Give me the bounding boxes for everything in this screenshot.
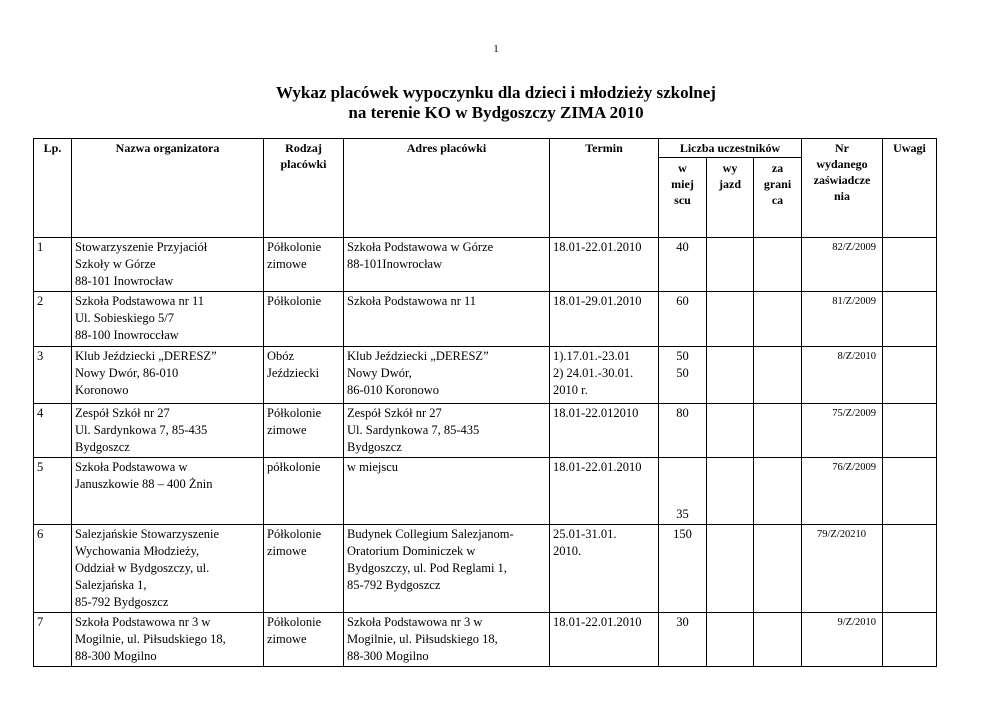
text-line: Ul. Sobieskiego 5/7 — [75, 311, 174, 325]
cell-notes — [883, 238, 937, 292]
cell-lp: 5 — [34, 458, 72, 525]
title-line-1: Wykaz placówek wypoczynku dla dzieci i młodzieży szkolnej — [276, 83, 716, 102]
cell-wyjazd — [707, 525, 754, 613]
cell-type — [264, 347, 344, 404]
cell-lp: 1 — [34, 238, 72, 292]
cell-w-miejscu — [659, 525, 707, 613]
header-type-line: Rodzaj — [285, 141, 322, 155]
cell-wyjazd — [707, 613, 754, 667]
cell-organizer — [72, 347, 264, 404]
text-line: 86-010 Koronowo — [347, 383, 440, 397]
cell-organizer — [72, 525, 264, 613]
cell-organizer — [72, 238, 264, 292]
header-type-line: placówki — [280, 157, 327, 171]
cell-type — [264, 458, 344, 525]
cell-address — [344, 292, 550, 347]
text-line: zimowe — [267, 632, 307, 646]
text-line: Szkoła Podstawowa nr 3 w — [347, 615, 483, 629]
cell-term — [550, 238, 659, 292]
text-line: Półkolonie — [267, 527, 322, 541]
text-line: Ul. Sardynkowa 7, 85-435 — [347, 423, 480, 437]
text-line: Półkolonie — [267, 615, 322, 629]
text-line: 40 — [676, 240, 689, 254]
text-line: Zespół Szkół nr 27 — [347, 406, 442, 420]
cell-w-miejscu — [659, 292, 707, 347]
header-cert-line: nia — [833, 189, 850, 203]
text-line: 25.01-31.01. — [553, 527, 617, 541]
text-line: Januszkowie 88 – 400 Żnin — [75, 477, 213, 491]
cell-cert: 9/Z/2010 — [802, 613, 883, 667]
cell-notes — [883, 525, 937, 613]
text-line: Nowy Dwór, — [347, 366, 412, 380]
cell-address — [344, 404, 550, 458]
text-line: 30 — [676, 615, 689, 629]
cell-wyjazd — [707, 238, 754, 292]
header-sub-line: scu — [674, 193, 691, 207]
text-line: 2010 r. — [553, 383, 588, 397]
cell-type — [264, 238, 344, 292]
text-line: Salezjańskie Stowarzyszenie — [75, 527, 220, 541]
header-cert-line: Nr — [835, 141, 849, 155]
cell-cert: 81/Z/2009 — [802, 292, 883, 347]
header-organizer: Nazwa organizatora — [72, 139, 264, 238]
cell-organizer — [72, 404, 264, 458]
cell-notes — [883, 613, 937, 667]
header-type — [264, 139, 344, 238]
text-line: Zespół Szkół nr 27 — [75, 406, 170, 420]
header-cert-line: zaświadcze — [813, 173, 871, 187]
header-cert — [802, 139, 883, 238]
cell-type — [264, 404, 344, 458]
header-sub-line: ca — [771, 193, 784, 207]
text-line: Wychowania Młodzieży, — [75, 544, 200, 558]
text-line: Koronowo — [75, 383, 129, 397]
text-line: 80 — [676, 406, 689, 420]
cell-organizer — [72, 613, 264, 667]
text-line: 18.01-22.01.2010 — [553, 240, 642, 254]
cell-type — [264, 525, 344, 613]
cell-address — [344, 238, 550, 292]
cell-lp: 7 — [34, 613, 72, 667]
text-line: zimowe — [267, 423, 307, 437]
cell-organizer — [72, 458, 264, 525]
text-line: Salezjańska 1, — [75, 578, 147, 592]
header-cert-line: wydanego — [816, 157, 868, 171]
text-line: 2) 24.01.-30.01. — [553, 366, 634, 380]
text-line: 88-101 Inowrocław — [75, 274, 174, 288]
text-line: zimowe — [267, 257, 307, 271]
text-line: Oddział w Bydgoszczy, ul. — [75, 561, 210, 575]
text-line: 88-101Inowrocław — [347, 257, 443, 271]
header-sub-line: miej — [671, 177, 694, 191]
text-line: Bydgoszcz — [75, 440, 130, 454]
text-line: 85-792 Bydgoszcz — [75, 595, 169, 609]
table-row — [34, 238, 937, 292]
text-line: Stowarzyszenie Przyjaciół — [75, 240, 208, 254]
cell-notes — [883, 292, 937, 347]
header-sub-line: grani — [763, 177, 792, 191]
text-line: Szkoła Podstawowa w — [75, 460, 188, 474]
text-line: 1).17.01.-23.01 — [553, 349, 631, 363]
cell-wyjazd — [707, 292, 754, 347]
cell-cert: 75/Z/2009 — [802, 404, 883, 458]
cell-term — [550, 458, 659, 525]
cell-wyjazd — [707, 458, 754, 525]
cell-lp: 4 — [34, 404, 72, 458]
page-number: 1 — [493, 43, 499, 55]
cell-term — [550, 292, 659, 347]
text-line: Oratorium Dominiczek w — [347, 544, 476, 558]
cell-type — [264, 292, 344, 347]
text-line: 50 — [676, 349, 689, 363]
text-line: 18.01-22.012010 — [553, 406, 639, 420]
cell-address — [344, 525, 550, 613]
text-line: Bydgoszczy, ul. Pod Reglami 1, — [347, 561, 507, 575]
text-line: Klub Jeździecki „DERESZ” — [75, 349, 217, 363]
text-line: Jeździecki — [267, 366, 320, 380]
cell-zagranica — [754, 292, 802, 347]
text-line: 60 — [676, 294, 689, 308]
header-address: Adres placówki — [344, 139, 550, 238]
document-title — [0, 83, 992, 123]
text-line: 85-792 Bydgoszcz — [347, 578, 441, 592]
cell-zagranica — [754, 238, 802, 292]
cell-notes — [883, 404, 937, 458]
table-row — [34, 613, 937, 667]
text-line: 18.01-29.01.2010 — [553, 294, 642, 308]
table-row — [34, 525, 937, 613]
cell-zagranica — [754, 458, 802, 525]
cell-organizer — [72, 292, 264, 347]
cell-wyjazd — [707, 347, 754, 404]
header-notes: Uwagi — [883, 139, 937, 238]
header-sub-line: w — [678, 161, 687, 175]
text-line: Ul. Sardynkowa 7, 85-435 — [75, 423, 208, 437]
text-line: Szkoły w Górze — [75, 257, 156, 271]
header-participants: Liczba uczestników — [659, 139, 802, 158]
cell-term — [550, 613, 659, 667]
cell-w-miejscu — [659, 347, 707, 404]
header-zagranica — [754, 158, 802, 238]
text-line: Klub Jeździecki „DERESZ” — [347, 349, 489, 363]
text-line: 2010. — [553, 544, 582, 558]
text-line: 88-300 Mogilno — [347, 649, 429, 663]
text-line: 18.01-22.01.2010 — [553, 460, 642, 474]
cell-zagranica — [754, 404, 802, 458]
text-line: Szkoła Podstawowa nr 3 w — [75, 615, 211, 629]
text-line: 35 — [676, 507, 689, 521]
text-line: Półkolonie — [267, 294, 322, 308]
cell-notes — [883, 458, 937, 525]
cell-zagranica — [754, 525, 802, 613]
header-term: Termin — [550, 139, 659, 238]
cell-cert: 8/Z/2010 — [802, 347, 883, 404]
text-line: Obóz — [267, 349, 295, 363]
text-line: Nowy Dwór, 86-010 — [75, 366, 179, 380]
table-row — [34, 347, 937, 404]
cell-address — [344, 613, 550, 667]
table-row — [34, 404, 937, 458]
cell-type — [264, 613, 344, 667]
cell-w-miejscu — [659, 238, 707, 292]
text-line: Bydgoszcz — [347, 440, 402, 454]
header-sub-line: wy — [722, 161, 738, 175]
cell-w-miejscu — [659, 458, 707, 525]
header-wyjazd — [707, 158, 754, 238]
text-line: w miejscu — [347, 460, 399, 474]
cell-term — [550, 347, 659, 404]
text-line: 88-100 Inowroccław — [75, 328, 179, 342]
text-line: Szkoła Podstawowa nr 11 — [347, 294, 477, 308]
cell-lp: 6 — [34, 525, 72, 613]
table-row — [34, 458, 937, 525]
cell-address — [344, 458, 550, 525]
header-sub-line: jazd — [719, 177, 741, 191]
text-line: 150 — [673, 527, 692, 541]
cell-lp: 2 — [34, 292, 72, 347]
text-line: zimowe — [267, 544, 307, 558]
text-line: Mogilnie, ul. Piłsudskiego 18, — [347, 632, 498, 646]
text-line: Szkoła Podstawowa nr 11 — [75, 294, 205, 308]
text-line: Budynek Collegium Salezjanom- — [347, 527, 514, 541]
text-line: Półkolonie — [267, 240, 322, 254]
header-w-miejscu — [659, 158, 707, 238]
cell-term — [550, 525, 659, 613]
title-line-2: na terenie KO w Bydgoszczy ZIMA 2010 — [348, 103, 644, 122]
cell-cert: 76/Z/2009 — [802, 458, 883, 525]
text-line: półkolonie — [267, 460, 321, 474]
text-line: 50 — [676, 366, 689, 380]
cell-address — [344, 347, 550, 404]
cell-cert: 82/Z/2009 — [802, 238, 883, 292]
cell-zagranica — [754, 347, 802, 404]
cell-cert: 79/Z/20210 — [802, 525, 883, 613]
cell-wyjazd — [707, 404, 754, 458]
cell-w-miejscu — [659, 404, 707, 458]
cell-term — [550, 404, 659, 458]
text-line: Półkolonie — [267, 406, 322, 420]
cell-lp: 3 — [34, 347, 72, 404]
facilities-table — [33, 138, 937, 667]
table-row — [34, 292, 937, 347]
text-line: 88-300 Mogilno — [75, 649, 157, 663]
cell-w-miejscu — [659, 613, 707, 667]
cell-zagranica — [754, 613, 802, 667]
text-line: 18.01-22.01.2010 — [553, 615, 642, 629]
header-lp: Lp. — [34, 139, 72, 238]
text-line: Mogilnie, ul. Piłsudskiego 18, — [75, 632, 226, 646]
text-line: Szkoła Podstawowa w Górze — [347, 240, 494, 254]
cell-notes — [883, 347, 937, 404]
header-sub-line: za — [771, 161, 784, 175]
